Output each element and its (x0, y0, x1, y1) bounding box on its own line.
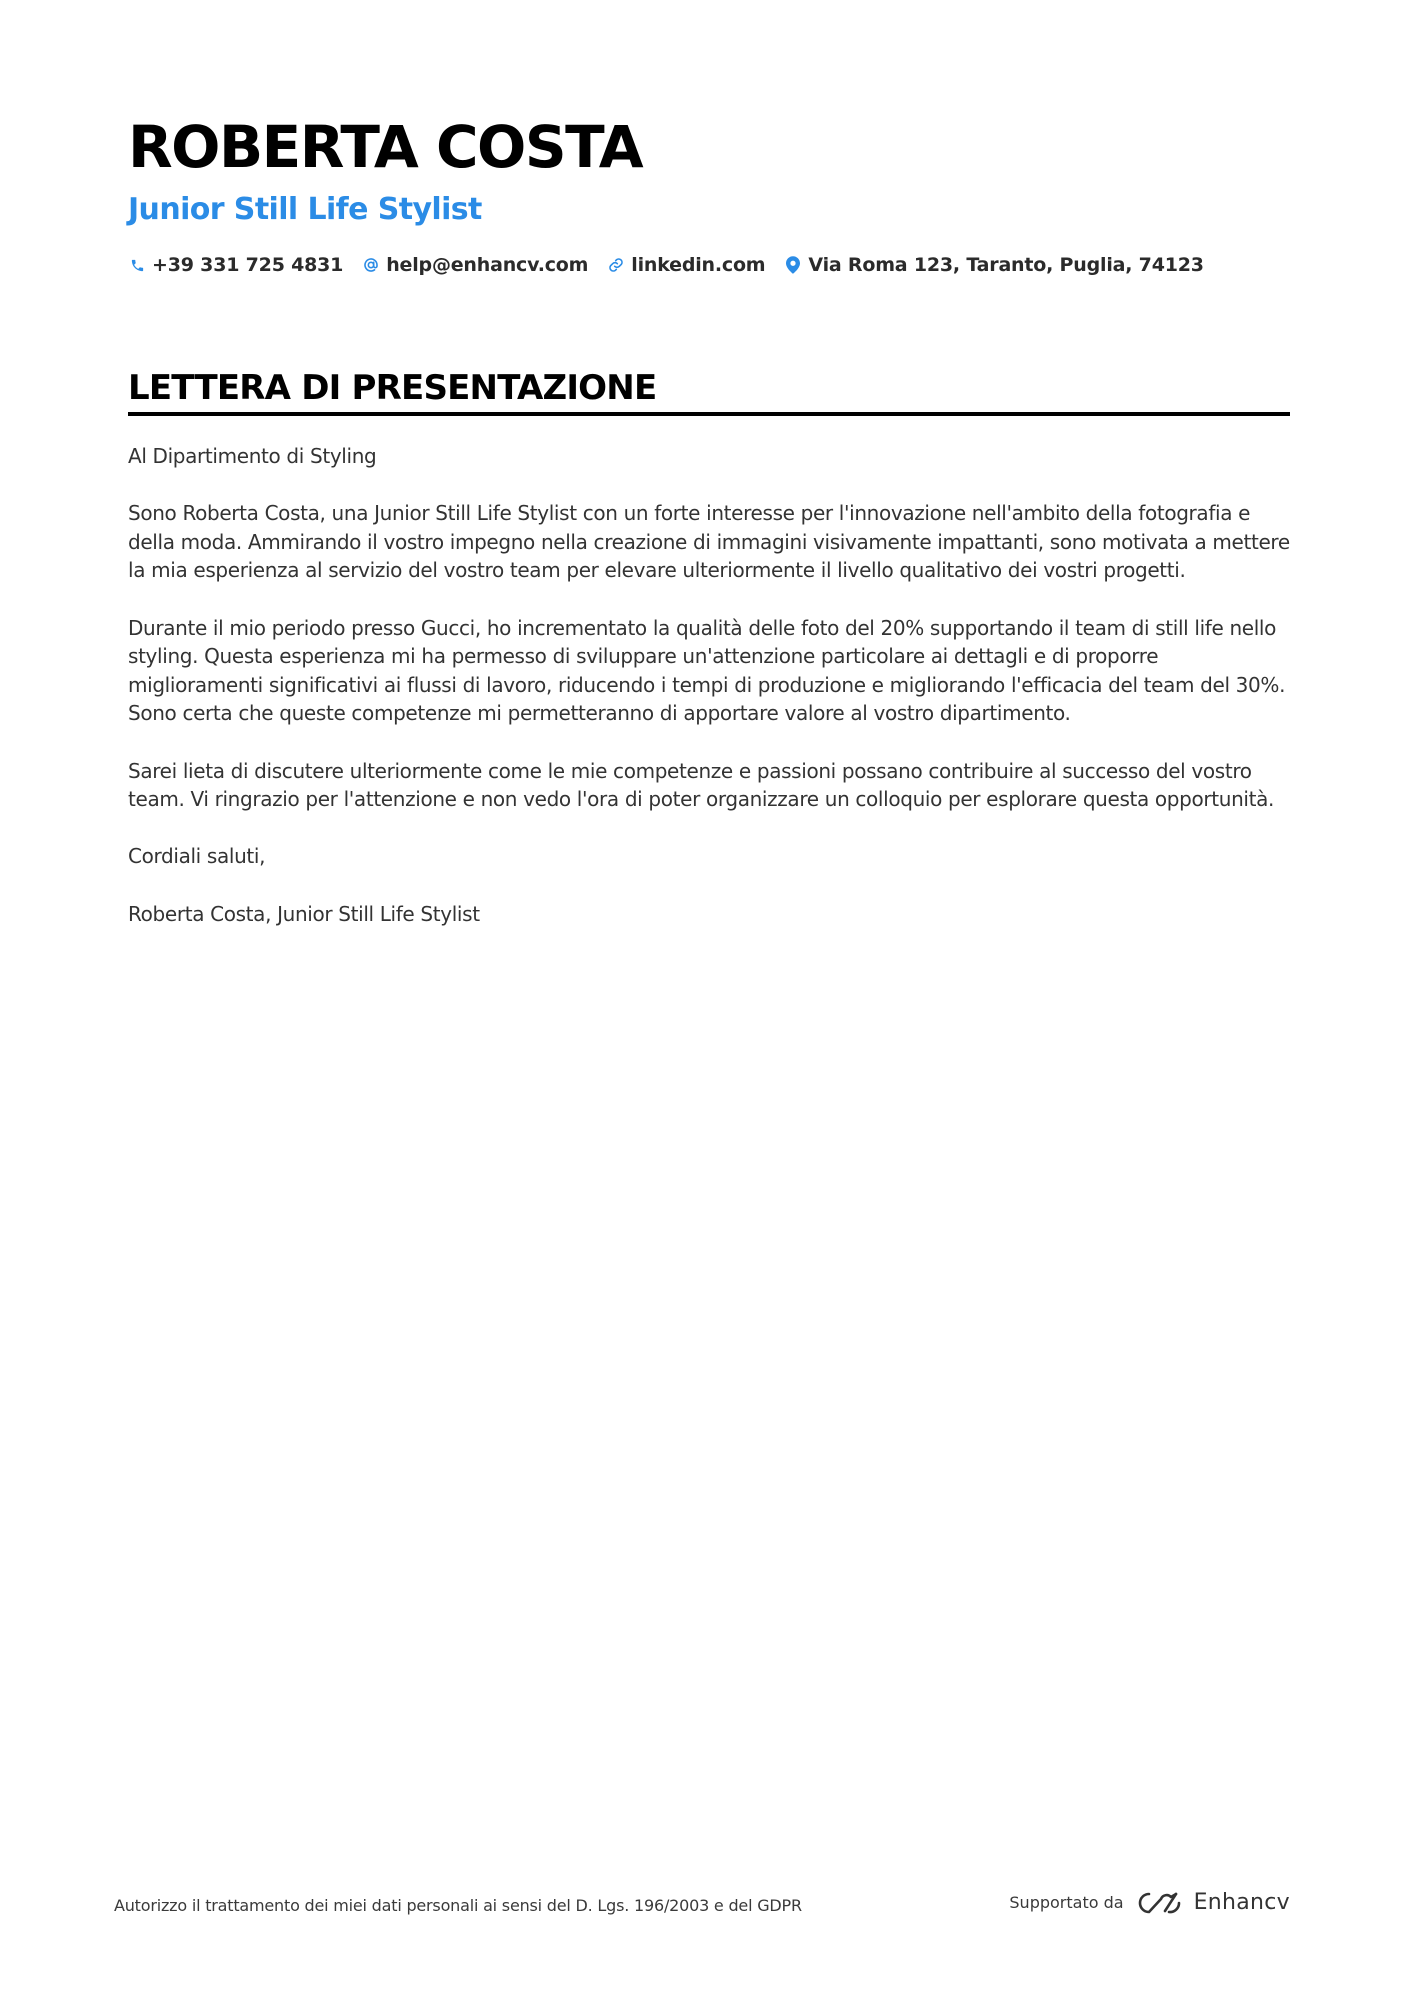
letter-signature: Roberta Costa, Junior Still Life Stylist (128, 901, 480, 926)
contact-linkedin-text[interactable]: linkedin.com (631, 254, 766, 276)
candidate-name: ROBERTA COSTA (128, 113, 643, 181)
privacy-notice: Autorizzo il trattamento dei miei dati personali ai sensi del D. Lgs. 196/2003 e del GDPR (114, 1896, 802, 1915)
footer (114, 1890, 1290, 1920)
location-pin-icon (784, 254, 802, 276)
contact-email-text[interactable]: help@enhancv.com (386, 254, 589, 276)
contact-bar (128, 250, 1288, 280)
cover-letter-section (128, 366, 1290, 957)
candidate-role: Junior Still Life Stylist (128, 192, 482, 227)
letter-paragraph-1: Sono Roberta Costa, una Junior Still Life Stylist con un forte interesse per l'innovazione nell'ambito della fotografia e della moda. Ammirando il vostro impegno nella creazione di immagini visivamente impattanti, sono motivata a mettere la mia esperienza al servizio del vostro team per elevare ulteriormente il livello qualitativo dei vostri progetti. (128, 501, 1290, 583)
contact-address (784, 254, 1203, 276)
letter-paragraph-2: Durante il mio periodo presso Gucci, ho incrementato la qualità delle foto del 20% supportando il team di still life nello styling. Questa esperienza mi ha permesso di sviluppare un'attenzione particolare ai dettagli e di proporre miglioramenti significativi ai flussi di lavoro, riducendo i tempi di produzione e migliorando l'efficacia del team del 30%. Sono certa che queste competenze mi permetteranno di apportare valore al vostro dipartimento. (128, 615, 1286, 726)
supported-by-label: Supportato da (1009, 1893, 1124, 1912)
section-title: LETTERA DI PRESENTAZIONE (128, 368, 657, 408)
contact-phone-text[interactable]: +39 331 725 4831 (152, 254, 344, 276)
section-divider (128, 412, 1290, 416)
contact-linkedin (607, 254, 765, 276)
contact-email (362, 254, 588, 276)
letter-salutation: Al Dipartimento di Styling (128, 444, 377, 468)
phone-icon (128, 254, 146, 276)
contact-address-text: Via Roma 123, Taranto, Puglia, 74123 (808, 254, 1204, 276)
letter-closing: Cordiali saluti, (128, 844, 266, 869)
powered-by[interactable] (1009, 1890, 1290, 1915)
letter-body (128, 442, 1290, 928)
at-icon (362, 254, 380, 276)
letter-paragraph-3: Sarei lieta di discutere ulteriormente come le mie competenze e passioni possano contribuire al successo del vostro team. Vi ringrazio per l'attenzione e non vedo l'ora di poter organizzare un colloquio per esplorare questa opportunità. (128, 758, 1275, 812)
enhancv-logo-icon (1136, 1891, 1182, 1915)
header (128, 112, 1288, 280)
link-icon (607, 254, 625, 276)
contact-phone (128, 254, 343, 276)
enhancv-wordmark: Enhancv (1193, 1890, 1290, 1915)
